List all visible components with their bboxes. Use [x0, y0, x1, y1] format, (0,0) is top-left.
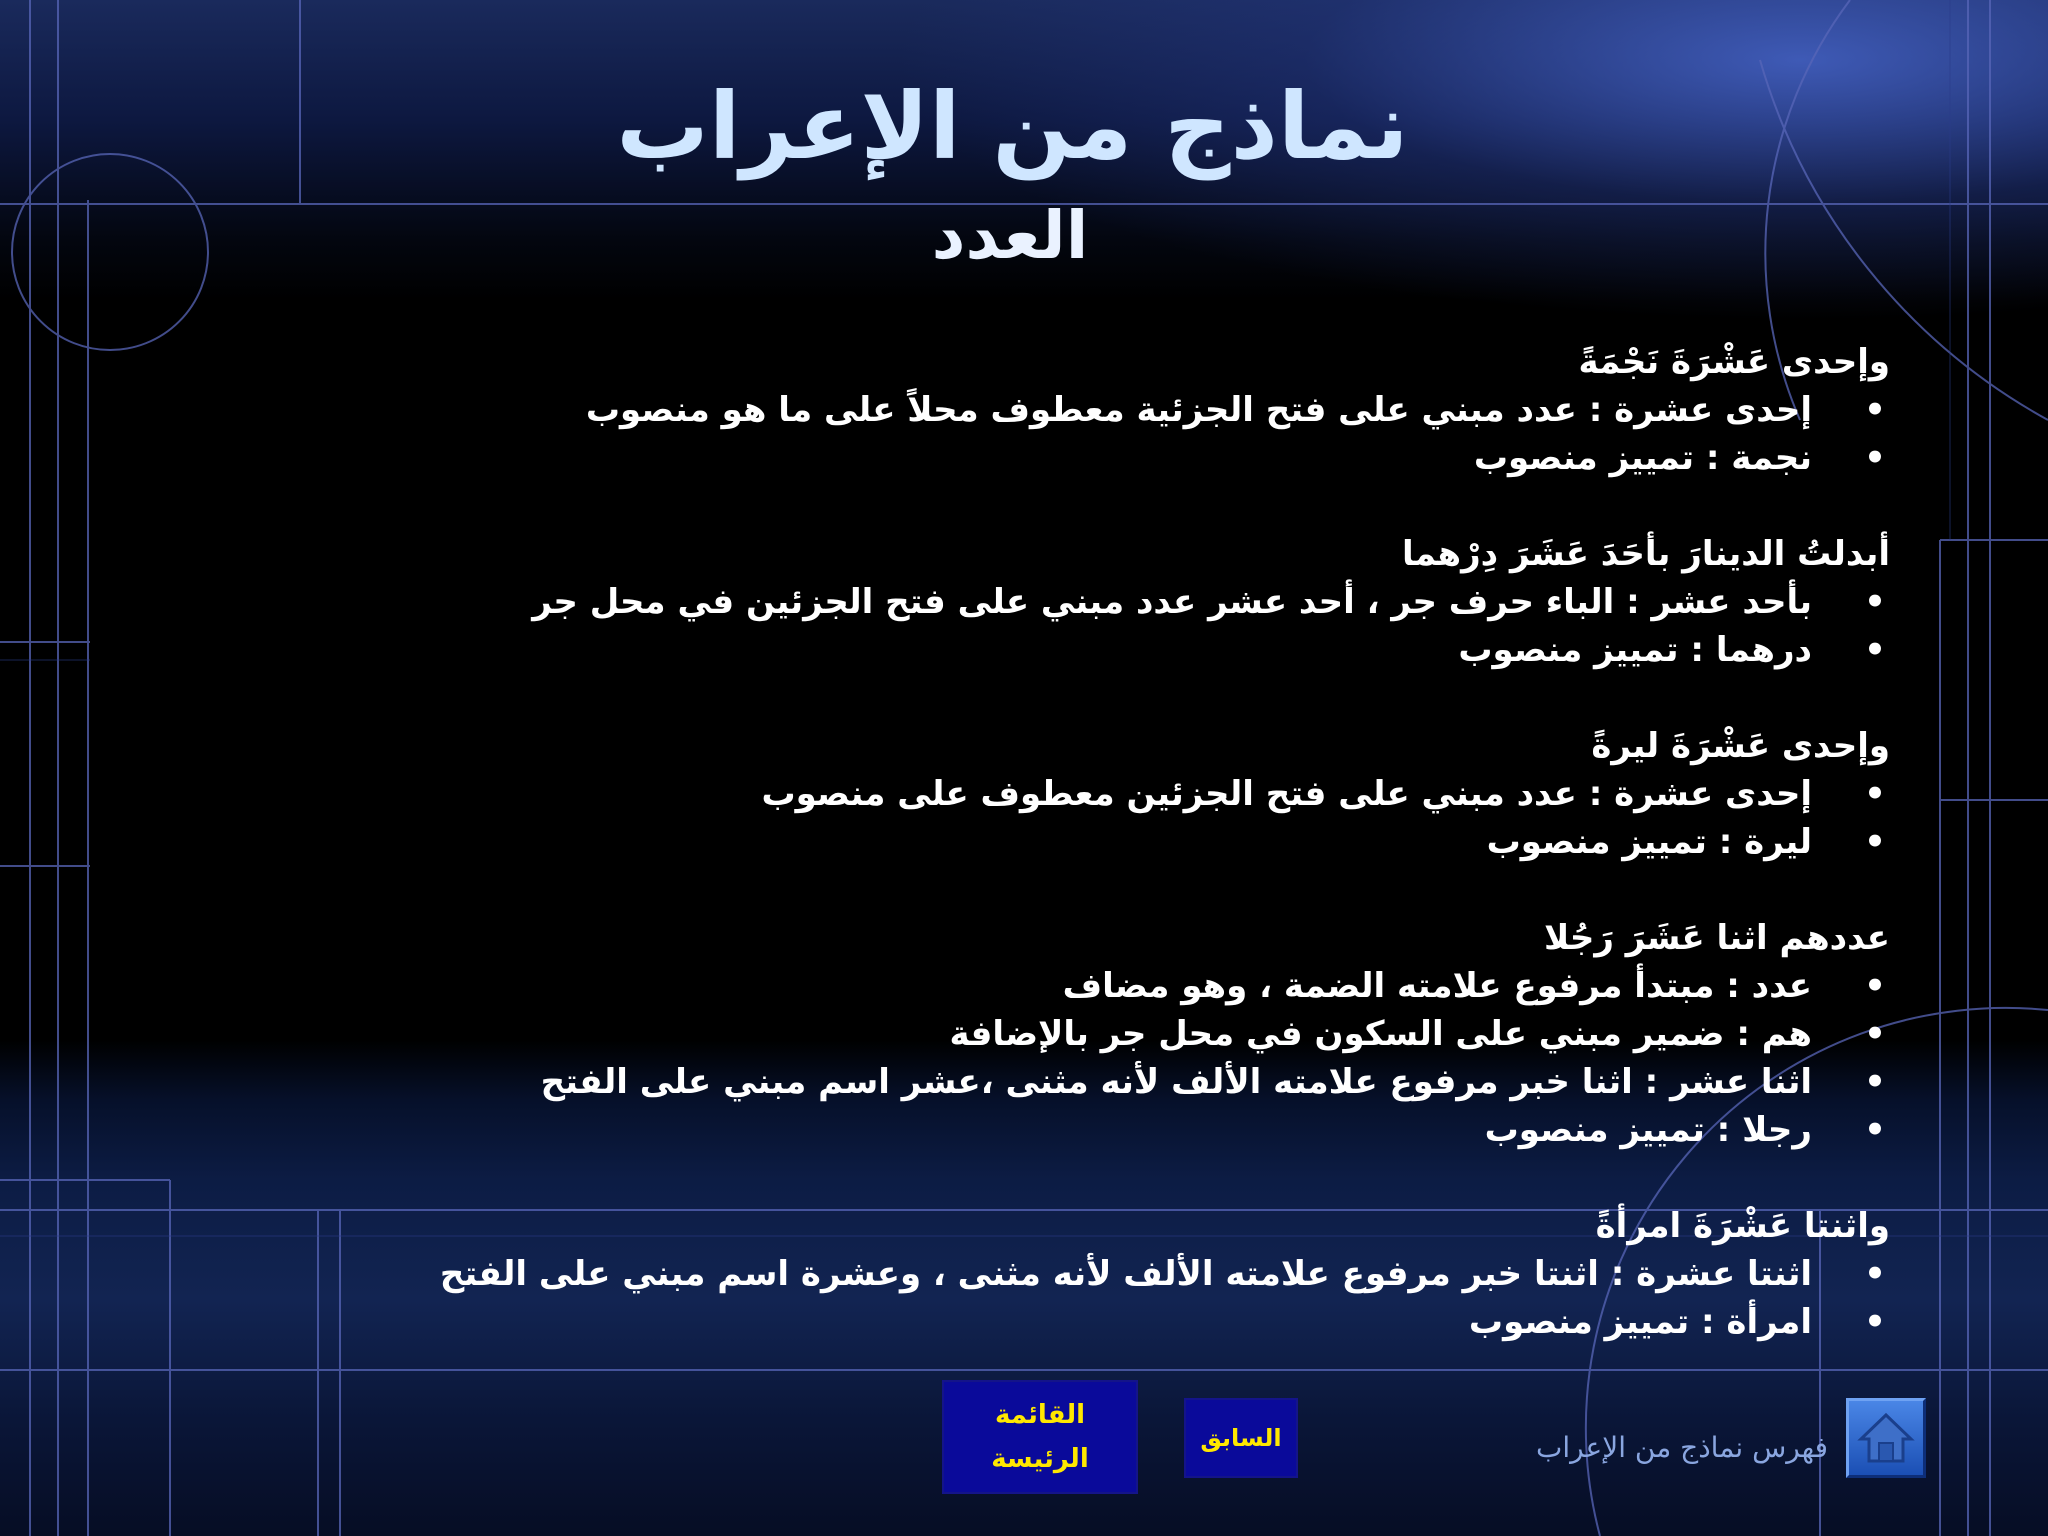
slide-title: نماذج من الإعراب — [616, 73, 1409, 180]
bullet-icon: • — [1864, 1062, 1886, 1102]
example-heading: عددهم اثنا عَشَرَ رَجُلا — [1544, 918, 1890, 958]
parsing-text: ليرة : تمييز منصوب — [1486, 822, 1812, 862]
example-group — [170, 1202, 1890, 1346]
bullet-icon: • — [1864, 390, 1886, 430]
house-icon — [1855, 1407, 1917, 1469]
parsing-item — [170, 386, 1890, 434]
example-heading: وإحدى عَشْرَةَ نَجْمَةً — [1578, 342, 1890, 382]
main-menu-label-line2: الرئيسة — [991, 1444, 1089, 1474]
example-group — [170, 722, 1890, 866]
example-group — [170, 530, 1890, 674]
index-link[interactable]: فهرس نماذج من الإعراب — [1535, 1431, 1828, 1464]
parsing-item — [170, 818, 1890, 866]
parsing-item — [170, 578, 1890, 626]
example-heading: وإحدى عَشْرَةَ ليرةً — [1591, 726, 1890, 766]
bullet-icon: • — [1864, 1254, 1886, 1294]
examples-content — [170, 338, 1890, 1346]
parsing-item — [170, 962, 1890, 1010]
parsing-item — [170, 1106, 1890, 1154]
main-menu-button[interactable] — [942, 1380, 1138, 1494]
main-menu-label-line1: القائمة — [994, 1400, 1086, 1430]
example-heading: واثنتا عَشْرَةَ امرأةً — [1595, 1206, 1890, 1246]
parsing-item — [170, 434, 1890, 482]
bullet-icon: • — [1864, 582, 1886, 622]
example-heading: أبدلتُ الدينارَ بأحَدَ عَشَرَ دِرْهما — [1401, 534, 1890, 574]
bullet-icon: • — [1864, 822, 1886, 862]
parsing-list — [170, 578, 1890, 674]
home-button[interactable] — [1846, 1398, 1926, 1478]
parsing-text: بأحد عشر : الباء حرف جر ، أحد عشر عدد مبني على فتح الجزئين في محل جر — [532, 582, 1812, 622]
parsing-text: هم : ضمير مبني على السكون في محل جر بالإضافة — [949, 1014, 1812, 1054]
bullet-icon: • — [1864, 630, 1886, 670]
parsing-text: رجلا : تمييز منصوب — [1484, 1110, 1812, 1150]
parsing-text: امرأة : تمييز منصوب — [1468, 1302, 1812, 1342]
parsing-text: درهما : تمييز منصوب — [1458, 630, 1812, 670]
bullet-icon: • — [1864, 438, 1886, 478]
parsing-list — [170, 770, 1890, 866]
parsing-item — [170, 770, 1890, 818]
slide-subtitle: العدد — [931, 197, 1089, 274]
parsing-list — [170, 962, 1890, 1154]
bullet-icon: • — [1864, 966, 1886, 1006]
parsing-text: اثنا عشر : اثنا خبر مرفوع علامته الألف لأنه مثنى ،عشر اسم مبني على الفتح — [540, 1062, 1812, 1102]
parsing-text: اثنتا عشرة : اثنتا خبر مرفوع علامته الألف لأنه مثنى ، وعشرة اسم مبني على الفتح — [439, 1254, 1812, 1294]
bullet-icon: • — [1864, 1302, 1886, 1342]
parsing-text: عدد : مبتدأ مرفوع علامته الضمة ، وهو مضاف — [1062, 966, 1812, 1006]
parsing-text: إحدى عشرة : عدد مبني على فتح الجزئين معطوف على منصوب — [761, 774, 1812, 814]
parsing-item — [170, 1250, 1890, 1298]
parsing-item — [170, 1010, 1890, 1058]
parsing-item — [170, 1298, 1890, 1346]
parsing-list — [170, 1250, 1890, 1346]
bullet-icon: • — [1864, 1110, 1886, 1150]
parsing-list — [170, 386, 1890, 482]
parsing-text: إحدى عشرة : عدد مبني على فتح الجزئية معطوف محلاً على ما هو منصوب — [585, 390, 1812, 430]
previous-button[interactable]: السابق — [1184, 1398, 1298, 1478]
bullet-icon: • — [1864, 1014, 1886, 1054]
parsing-text: نجمة : تمييز منصوب — [1473, 438, 1812, 478]
parsing-item — [170, 626, 1890, 674]
example-group — [170, 338, 1890, 482]
parsing-item — [170, 1058, 1890, 1106]
example-group — [170, 914, 1890, 1154]
bullet-icon: • — [1864, 774, 1886, 814]
